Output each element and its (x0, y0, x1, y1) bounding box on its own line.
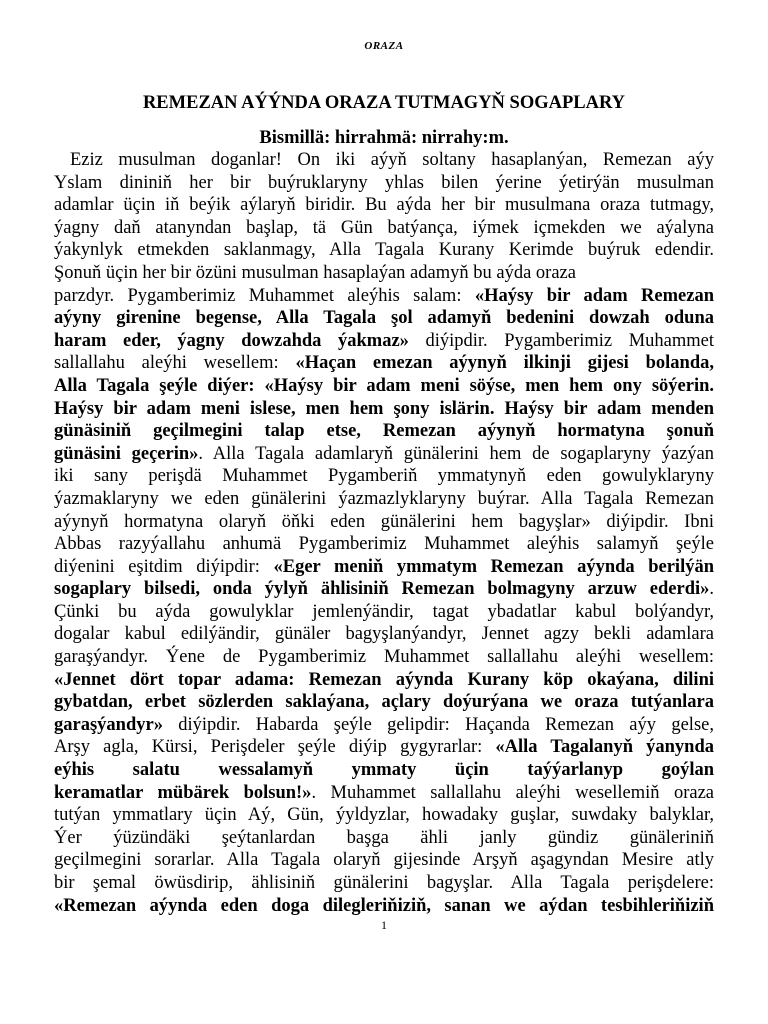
bold-text: günäsiniň geçilmegini talap etse, Remezan aýynyň hormatyna şonuň (54, 421, 714, 442)
text-line (54, 420, 714, 443)
regular-text: . Muhammet sallallahu aleýhi wesellemiň oraza (311, 782, 715, 803)
text-line (54, 149, 714, 172)
regular-text: dogalar kabul edilýändir, günäler bagyşlanýandyr, Jennet agzy bekli adamlara (54, 624, 714, 645)
text-line (54, 262, 714, 285)
text-line (54, 285, 714, 308)
text-line (54, 736, 714, 759)
text-line (54, 759, 714, 782)
regular-text: diýipdir. Pygamberimiz Muhammet (408, 330, 714, 351)
text-line (54, 172, 714, 195)
regular-text: Eziz musulman doganlar! On iki aýyň soltany hasaplanýan, Remezan aýy (70, 150, 714, 170)
text-line (54, 533, 714, 556)
text-line (54, 782, 714, 805)
body-text (54, 149, 714, 917)
text-line (54, 375, 714, 398)
regular-text: diýipdir. Habarda şeýle gelipdir: Haçanda Remezan aýy gelse, (162, 714, 714, 735)
text-line (54, 398, 714, 421)
regular-text: bir şemal öwüsdirip, ählisiniň günälerini bagyşlar. Alla Tagala perişdelere: (54, 873, 714, 893)
text-line (54, 691, 714, 714)
text-line (54, 307, 714, 330)
bold-text: Alla Tagala şeýle diýer: «Haýsy bir adam meni söýse, men hem ony söýerin. (54, 375, 714, 396)
regular-text: Yslam dininiň her bir buýruklaryny yhlas bilen ýerine ýetirýän musulman (54, 172, 714, 193)
text-line (54, 352, 714, 375)
bold-text: «Remezan aýynda eden doga dilegleriňiziň, sanan we aýdan tesbihleriňiziň (54, 895, 714, 916)
running-header: ORAZA (364, 40, 404, 52)
text-line (54, 714, 714, 737)
regular-text: garaşýandyr. Ýene de Pygamberimiz Muhammet sallallahu aleýhi wesellem: (54, 647, 714, 668)
regular-text: Abbas razyýallahu anhumä Pygamberimiz Muhammet aleýhis salamyň şeýle (54, 534, 714, 555)
text-line (54, 239, 714, 262)
regular-text: . Alla Tagala adamlaryň günälerini hem de sogaplaryny ýazýan (198, 443, 714, 464)
bold-text: eýhis salatu wessalamyň ymmaty üçin taýýarlanyp goýlan (54, 760, 714, 781)
text-line (54, 465, 714, 488)
text-line (54, 646, 714, 669)
text-line (54, 669, 714, 692)
regular-text: ýakynlyk etmekden saklanmagy, Alla Tagala Kurany Kerimde buýruk edendir. (54, 240, 714, 261)
regular-text: geçilmegini sorarlar. Alla Tagala olaryň gijesinde Arşyň aşagyndan Mesire atly (54, 850, 714, 871)
regular-text: Çünki bu aýda gowulyklar jemlenýändir, tagat ybadatlar kabul bolýandyr, (54, 601, 714, 622)
regular-text: tutýan ymmatlary üçin Aý, Gün, ýyldyzlar, howadaky guşlar, suwdaky balyklar, (54, 805, 714, 826)
document-title: REMEZAN AÝÝNDA ORAZA TUTMAGYŇ SOGAPLARY (142, 93, 626, 113)
bold-text: «Alla Tagalanyň ýanynda (495, 737, 715, 758)
regular-text: sallallahu aleýhi wesellem: (54, 353, 296, 374)
text-line (54, 578, 714, 601)
regular-text: Ýer ýüzündäki şeýtanlardan başga ähli janly gündiz günäleriniň (54, 827, 714, 848)
bold-text: keramatlar mübärek bolsun!» (54, 782, 312, 803)
bold-text: «Eger meniň ymmatym Remezan aýynda berilýän (273, 556, 714, 577)
regular-text: adamlar üçin iň beýik aýlaryň biridir. Bu aýda her bir musulmana oraza tutmagy, (54, 195, 714, 216)
page-number: 1 (381, 918, 387, 932)
text-line (54, 601, 714, 624)
bold-text: sogaplary bilsedi, onda ýylyň ählisiniň Remezan bolmagyny arzuw ederdi» (54, 579, 710, 600)
bold-text: gybatdan, erbet sözlerden saklaýana, açlary doýurýana we oraza tutýanlara (54, 692, 714, 713)
bold-text: «Haýsy bir adam Remezan (474, 285, 714, 306)
regular-text: Şonuň üçin her bir özüni musulman hasaplaýan adamyň bu aýda oraza (54, 262, 576, 283)
text-line (54, 872, 714, 895)
text-line (54, 804, 714, 827)
regular-text: parzdyr. Pygamberimiz Muhammet aleýhis salam: (54, 285, 475, 306)
regular-text: iki sany perişdä Muhammet Pygamberiň ymmatynyň eden gowulyklaryny (54, 466, 714, 487)
text-line (54, 488, 714, 511)
regular-text: ýagny daň atanyndan başlap, tä Gün batýança, iýmek içmekden we aýalyna (54, 217, 714, 238)
bold-text: «Haçan emezan aýynyň ilkinji gijesi bolanda, (295, 353, 714, 374)
text-line (54, 511, 714, 534)
regular-text: diýenini eşitdim diýipdir: (54, 556, 274, 577)
text-line (54, 849, 714, 872)
bold-text: günäsini geçerin» (54, 443, 199, 464)
bold-text: haram eder, ýagny dowzahda ýakmaz» (54, 330, 409, 351)
text-line (54, 895, 714, 918)
text-line (54, 330, 714, 353)
bold-text: «Jennet dört topar adama: Remezan aýynda Kurany köp okaýana, dilini (54, 669, 714, 690)
text-line (54, 194, 714, 217)
text-line (54, 217, 714, 240)
regular-text: . (709, 579, 714, 600)
regular-text: ýazmaklaryny we eden günälerini ýazmazlyklaryny buýrar. Alla Tagala Remezan (54, 488, 714, 509)
bismilla-line: Bismillä: hirrahmä: nirrahy:m. (259, 128, 509, 148)
regular-text: Arşy agla, Kürsi, Perişdeler şeýle diýip gygyrarlar: (54, 737, 496, 758)
bold-text: Haýsy bir adam meni islese, men hem şony islärin. Haýsy bir adam menden (54, 398, 714, 419)
text-line (54, 623, 714, 646)
bold-text: aýyny girenine begense, Alla Tagala şol adamyň bedenini dowzah oduna (54, 308, 714, 329)
text-line (54, 443, 714, 466)
regular-text: aýynyň hormatyna olaryň öňki eden günälerini hem bagyşlar» diýipdir. Ibni (54, 511, 714, 532)
text-line (54, 556, 714, 579)
bold-text: garaşýandyr» (54, 714, 163, 735)
text-line (54, 827, 714, 850)
